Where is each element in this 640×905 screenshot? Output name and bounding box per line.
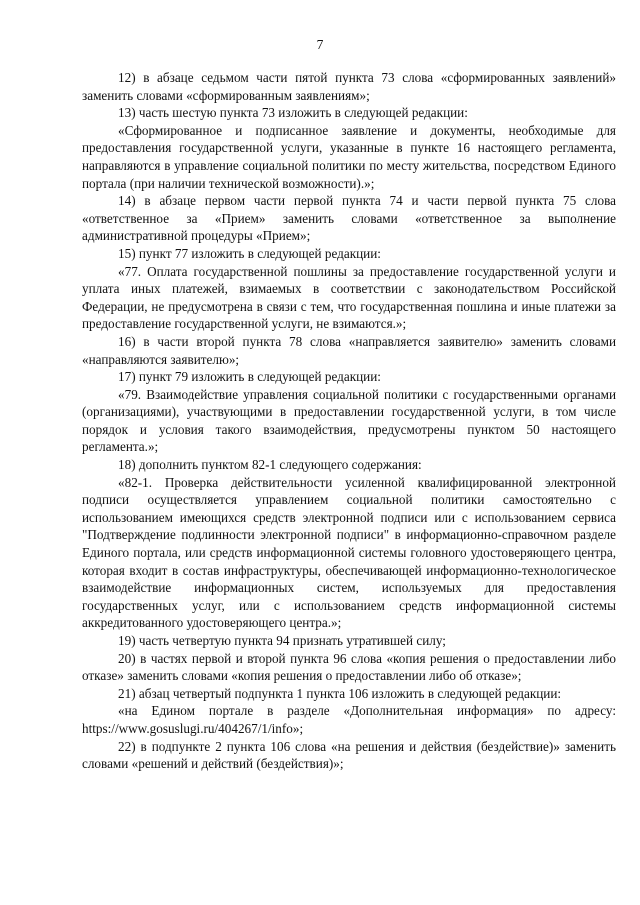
quote-77: «77. Оплата государственной пошлины за предоставление государственной услуги и уплата иных платежей, взимаемых в соответствии с законодательством Российской Федерации, не предусмотрена в связи с тем, что государственная пошлина и иные платежи за предоставление государственной услуги, не взимаются.»;	[82, 263, 616, 332]
paragraph-19: 19) часть четвертую пункта 94 признать утратившей силу;	[118, 633, 446, 648]
paragraph-16: 16) в части второй пункта 78 слова «направляется заявителю» заменить словами «направляются заявителю»;	[82, 333, 616, 367]
document-body	[82, 69, 616, 773]
paragraph-13: 13) часть шестую пункта 73 изложить в следующей редакции:	[118, 105, 468, 121]
paragraph-18: 18) дополнить пунктом 82-1 следующего содержания:	[118, 457, 422, 473]
page-number: 7	[316, 37, 324, 52]
quote-79: «79. Взаимодействие управления социальной политики с государственными органами (организациями), участвующими в предоставлении государственной услуги, в том числе порядок и условия такого взаимодействия, предусмотрены пунктом 50 настоящего регламента.»;	[82, 386, 616, 455]
quote-82-1: «82-1. Проверка действительности усиленной квалифицированной электронной подписи осуществляется управлением социальной политики самостоятельно с использованием имеющихся средств электронной подписи или с использованием сервиса "Подтверждение подлинности электронной подписи" в информационно-справочном разделе Единого портала, или средств информационной системы головного удостоверяющего центра, которая входит в состав инфраструктуры, обеспечивающей информационно-технологическое взаимодействие информационных систем, используемых для предоставления государственных услуг, или с использованием средств информационной системы аккредитованного удостоверяющего центра.»;	[82, 474, 616, 631]
quote-106-1: «на Едином портале в разделе «Дополнительная информация» по адресу: https://www.gosuslugi.ru/404267/1/info»;	[82, 703, 616, 736]
paragraph-20: 20) в частях первой и второй пункта 96 слова «копия решения о предоставлении либо отказе» заменить словами «копия решения о предоставлении либо об отказе»;	[82, 650, 616, 684]
paragraph-15: 15) пункт 77 изложить в следующей редакции:	[118, 245, 381, 261]
quote-73-part6: «Сформированное и подписанное заявление и документы, необходимые для предоставления государственной услуги, указанные в пункте 16 настоящего регламента, направляются в управление социальной политики по месту жительства, посредством Единого портала (при наличии технической возможности).»;	[82, 122, 616, 191]
paragraph-21: 21) абзац четвертый подпункта 1 пункта 106 изложить в следующей редакции:	[118, 685, 562, 701]
paragraph-22: 22) в подпункте 2 пункта 106 слова «на решения и действия (бездействие)» заменить словами «решений и действий (бездействия)»;	[82, 738, 616, 772]
paragraph-12: 12) в абзаце седьмом части пятой пункта 73 слова «сформированных заявлений» заменить словами «сформированным заявлениям»;	[82, 70, 616, 103]
paragraph-14: 14) в абзаце первом части первой пункта 74 и части первой пункта 75 слова «ответственное за «Прием» заменить словами «ответственное за выполнение административной процедуры «Прием»;	[82, 193, 616, 244]
paragraph-17: 17) пункт 79 изложить в следующей редакции:	[118, 369, 381, 385]
